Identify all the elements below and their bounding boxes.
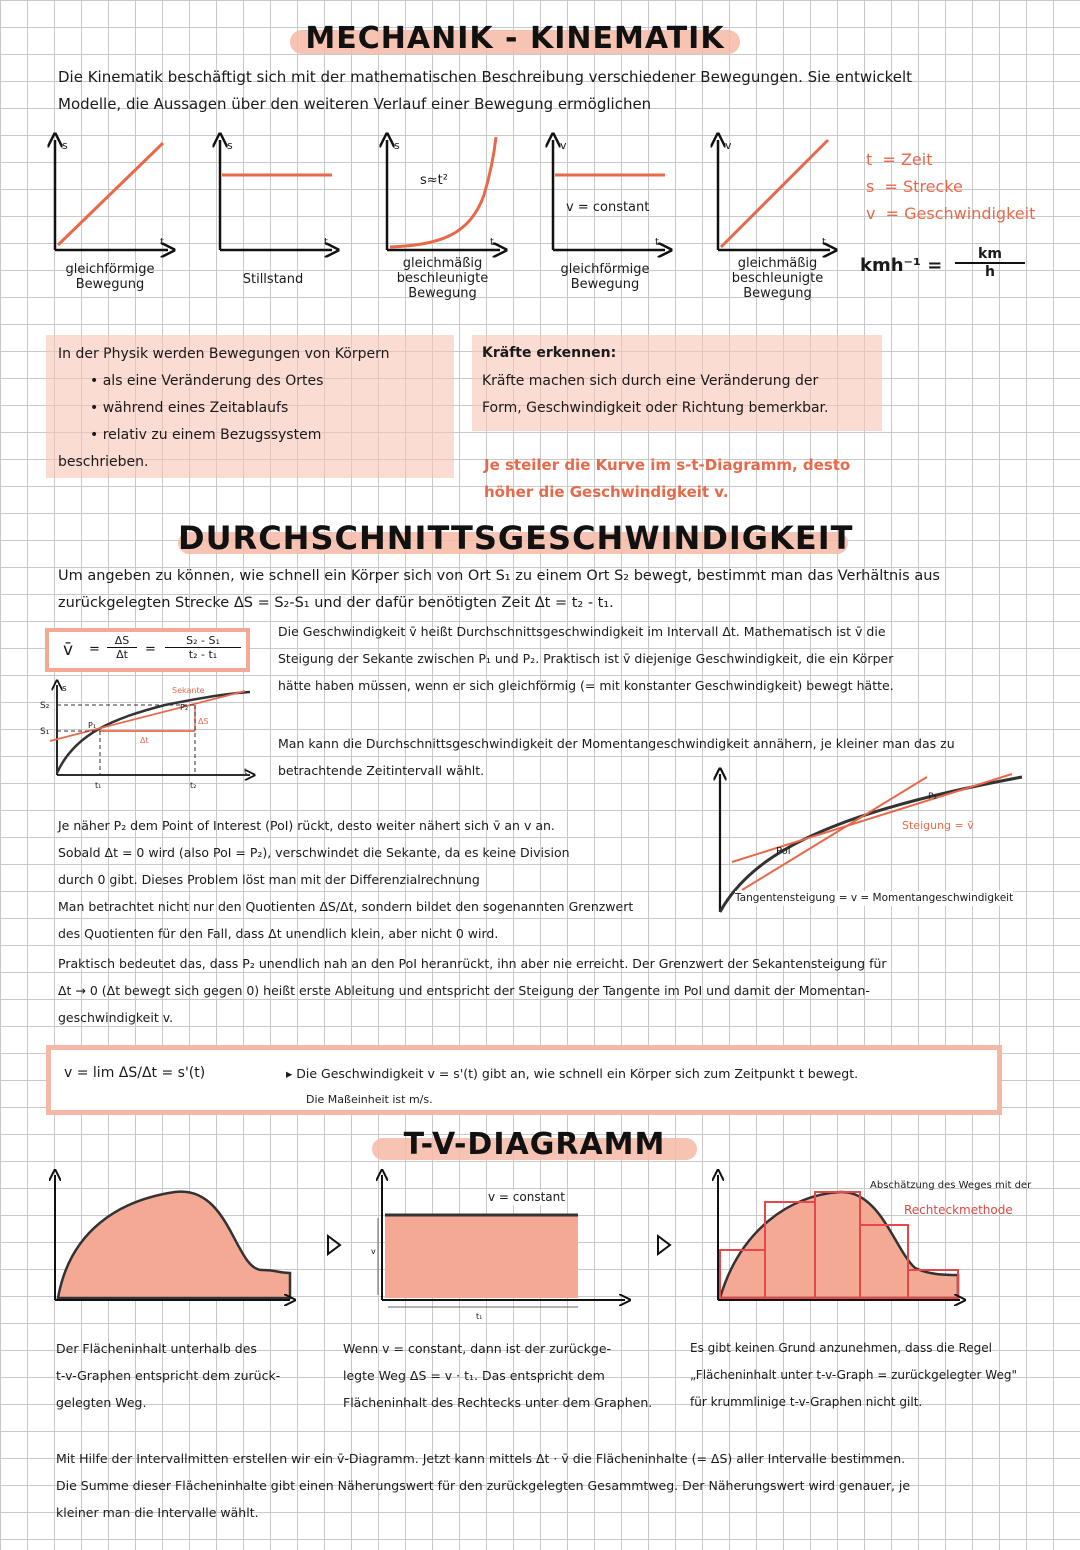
para3-3: durch 0 gibt. Dieses Problem löst man mit der Differenzialrechnung [58, 872, 480, 887]
col3-3: für krummlinige t-v-Graphen nicht gilt. [690, 1395, 923, 1409]
graph2-caption: Stillstand [242, 272, 304, 287]
para1-line1: Die Geschwindigkeit v̄ heißt Durchschnittsgeschwindigkeit im Intervall Δt. Mathematisch ist v̄ die [278, 624, 886, 639]
forces-line1: Kräfte machen sich durch eine Veränderung der [482, 373, 819, 389]
limit-formula: v = lim ΔS/Δt = s'(t) [64, 1065, 206, 1081]
para4-2: Δt → 0 (Δt bewegt sich gegen 0) heißt erste Ableitung und entspricht der Steigung der Tangente im PoI und damit der Momentan- [58, 983, 870, 998]
sg-t2: t₂ [190, 781, 197, 790]
forces-line2: Form, Geschwindigkeit oder Richtung bemerkbar. [482, 400, 829, 416]
final-2: Die Summe dieser Flächeninhalte gibt einen Näherungswert für den zurückgelegten Gesammtweg. Der Näherungswert wird genauer, je [56, 1478, 911, 1493]
para4-3: geschwindigkeit v. [58, 1010, 174, 1025]
final-3: kleiner man die Intervalle wählt. [56, 1505, 259, 1520]
para1-line2: Steigung der Sekante zwischen P₁ und P₂. Praktisch ist v̄ diejenige Geschwindigkeit, die ein Körper [278, 651, 894, 666]
sg-s1: S₁ [40, 727, 50, 737]
box-left-bullet2: • während eines Zeitablaufs [90, 400, 289, 416]
avg-velocity-formula: v̄ = ΔS Δt = S₂ - S₁ t₂ - t₁ [45, 628, 250, 672]
section2-title: DURCHSCHNITTSGESCHWINDIGKEIT [178, 519, 854, 557]
graph3-ylabel: s [394, 139, 400, 152]
graph-accelerated-s [387, 137, 500, 250]
tg-p2: P₂ [928, 792, 938, 802]
tg-slope: Steigung = v̄ [902, 819, 974, 832]
unit-conversion: kmh⁻¹ = [860, 255, 943, 276]
tg-tangent-label: Tangentensteigung = v = Momentangeschwindigkeit [735, 892, 1014, 904]
sg-p1: P₁ [88, 721, 97, 730]
sg-dt: Δt [140, 736, 149, 745]
col1-1: Der Flächeninhalt unterhalb des [56, 1341, 257, 1356]
col1-2: t-v-Graphen entspricht dem zurück- [56, 1368, 281, 1383]
col3-1: Es gibt keinen Grund anzunehmen, dass die Regel [690, 1341, 992, 1355]
limit-text2: Die Maßeinheit ist m/s. [306, 1093, 433, 1106]
para3-4: Man betrachtet nicht nur den Quotienten ΔS/Δt, sondern bildet den sogenannten Grenzwert [58, 899, 634, 914]
box-left-line1: In der Physik werden Bewegungen von Körpern [58, 346, 390, 362]
graph-uniform-motion-v [553, 140, 665, 250]
steepness-note-1: Je steiler die Kurve im s-t-Diagramm, desto [484, 456, 851, 474]
forces-heading: Kräfte erkennen: [482, 345, 617, 361]
graph3-caption: gleichmäßig beschleunigte Bewegung [396, 256, 489, 301]
col2-2: legte Weg ΔS = v · t₁. Das entspricht dem [343, 1368, 605, 1383]
para3-5: des Quotienten für den Fall, dass Δt unendlich klein, aber nicht 0 wird. [58, 926, 499, 941]
col2-1: Wenn v = constant, dann ist der zurückge- [343, 1341, 612, 1356]
para2-line2: betrachtende Zeitintervall wählt. [278, 763, 485, 778]
sg-secant: Sekante [172, 686, 205, 695]
sg-xlabel: t [244, 767, 248, 776]
tg-pol: Pol [776, 846, 791, 857]
graph4-ylabel: v [560, 139, 567, 152]
tv2-v: v [371, 1247, 376, 1256]
box-left-bullet3: • relativ zu einem Bezugssystem [90, 427, 322, 443]
para3-1: Je näher P₂ dem Point of Interest (PoI) rückt, desto weiter nähert sich v̄ an v an. [58, 818, 555, 833]
para2-line1: Man kann die Durchschnittsgeschwindigkeit der Momentangeschwindigkeit annähern, je kleiner man das zu [278, 736, 955, 751]
graph3-annotation: s≈t² [420, 173, 448, 188]
sg-ds: ΔS [198, 717, 209, 726]
sg-s2: S₂ [40, 701, 50, 711]
steepness-note-2: höher die Geschwindigkeit v. [484, 483, 729, 501]
graph-accelerated-v [718, 140, 830, 250]
graph5-xlabel: t [822, 237, 826, 248]
sg-ylabel: s [62, 684, 67, 694]
graph5-caption: gleichmäßig beschleunigte Bewegung [731, 256, 824, 301]
tv3-method: Rechteckmethode [904, 1203, 1013, 1217]
tv3-title: Abschätzung des Weges mit der [870, 1180, 1032, 1191]
para4-1: Praktisch bedeutet das, dass P₂ unendlich nah an den PoI heranrückt, ihn aber nie erreicht. Der Grenzwert der Sekantensteigung für [58, 956, 887, 971]
col1-3: gelegten Weg. [56, 1395, 147, 1410]
graph4-xlabel: t [655, 237, 659, 248]
graph1-xlabel: t [160, 237, 164, 248]
col3-2: „Flächeninhalt unter t-v-Graph = zurückgelegter Weg" [690, 1368, 1017, 1382]
para3-2: Sobald Δt = 0 wird (also PoI = P₂), verschwindet die Sekante, da es keine Division [58, 845, 570, 860]
graph4-annotation: v = constant [566, 200, 650, 215]
tv-graph-rectangles [718, 1175, 960, 1300]
tv2-annotation: v = constant [488, 1190, 565, 1204]
graph4-caption: gleichförmige Bewegung [560, 262, 650, 292]
s2-intro-1: Um angeben zu können, wie schnell ein Körper sich von Ort S₁ zu einem Ort S₂ bewegt, bestimmt man das Verhältnis aus [58, 568, 940, 584]
sg-p2: P₂ [180, 703, 189, 712]
box-left-bullet1: • als eine Veränderung des Ortes [90, 373, 324, 389]
graph5-ylabel: v [725, 139, 732, 152]
s2-intro-2: zurückgelegten Strecke ΔS = S₂-S₁ und der dafür benötigten Zeit Δt = t₂ - t₁. [58, 595, 614, 611]
graph3-xlabel: t [490, 237, 494, 248]
unit-fraction: km h [955, 246, 1025, 280]
col2-3: Flächeninhalt des Rechtecks unter dem Graphen. [343, 1395, 653, 1410]
page-title: MECHANIK - KINEMATIK [305, 21, 725, 56]
intro-line-2: Modelle, die Aussagen über den weiteren Verlauf einer Bewegung ermöglichen [58, 95, 652, 113]
para1-line3: hätte haben müssen, wenn er sich gleichförmig (= mit konstanter Geschwindigkeit) bewegt hätte. [278, 678, 894, 693]
final-1: Mit Hilfe der Intervallmitten erstellen wir ein v̄-Diagramm. Jetzt kann mittels Δt · v̄ die Flächeninhalte (= ΔS) aller Intervalle bestimmen. [56, 1451, 906, 1466]
graph-uniform-motion-s [55, 140, 168, 250]
legend: t = Zeit s = Strecke v = Geschwindigkeit [866, 150, 1036, 223]
graph2-ylabel: s [227, 139, 233, 152]
graph1-ylabel: s [62, 139, 68, 152]
limit-text1: ▸ Die Geschwindigkeit v = s'(t) gibt an, wie schnell ein Körper sich zum Zeitpunkt t bewegt. [286, 1066, 859, 1081]
sg-t1: t₁ [95, 781, 102, 790]
tv2-t: t₁ [476, 1312, 483, 1321]
intro-line-1: Die Kinematik beschäftigt sich mit der mathematischen Beschreibung verschiedener Bewegungen. Sie entwickelt [58, 68, 913, 86]
box-left-last: beschrieben. [58, 454, 149, 470]
secant-graph [45, 683, 255, 793]
tv-graph-curve [55, 1175, 290, 1300]
graph-standstill [220, 140, 332, 250]
graph1-caption: gleichförmige Bewegung [65, 262, 155, 292]
graph2-xlabel: t [324, 237, 328, 248]
section3-title: T-V-DIAGRAMM [403, 1127, 666, 1162]
